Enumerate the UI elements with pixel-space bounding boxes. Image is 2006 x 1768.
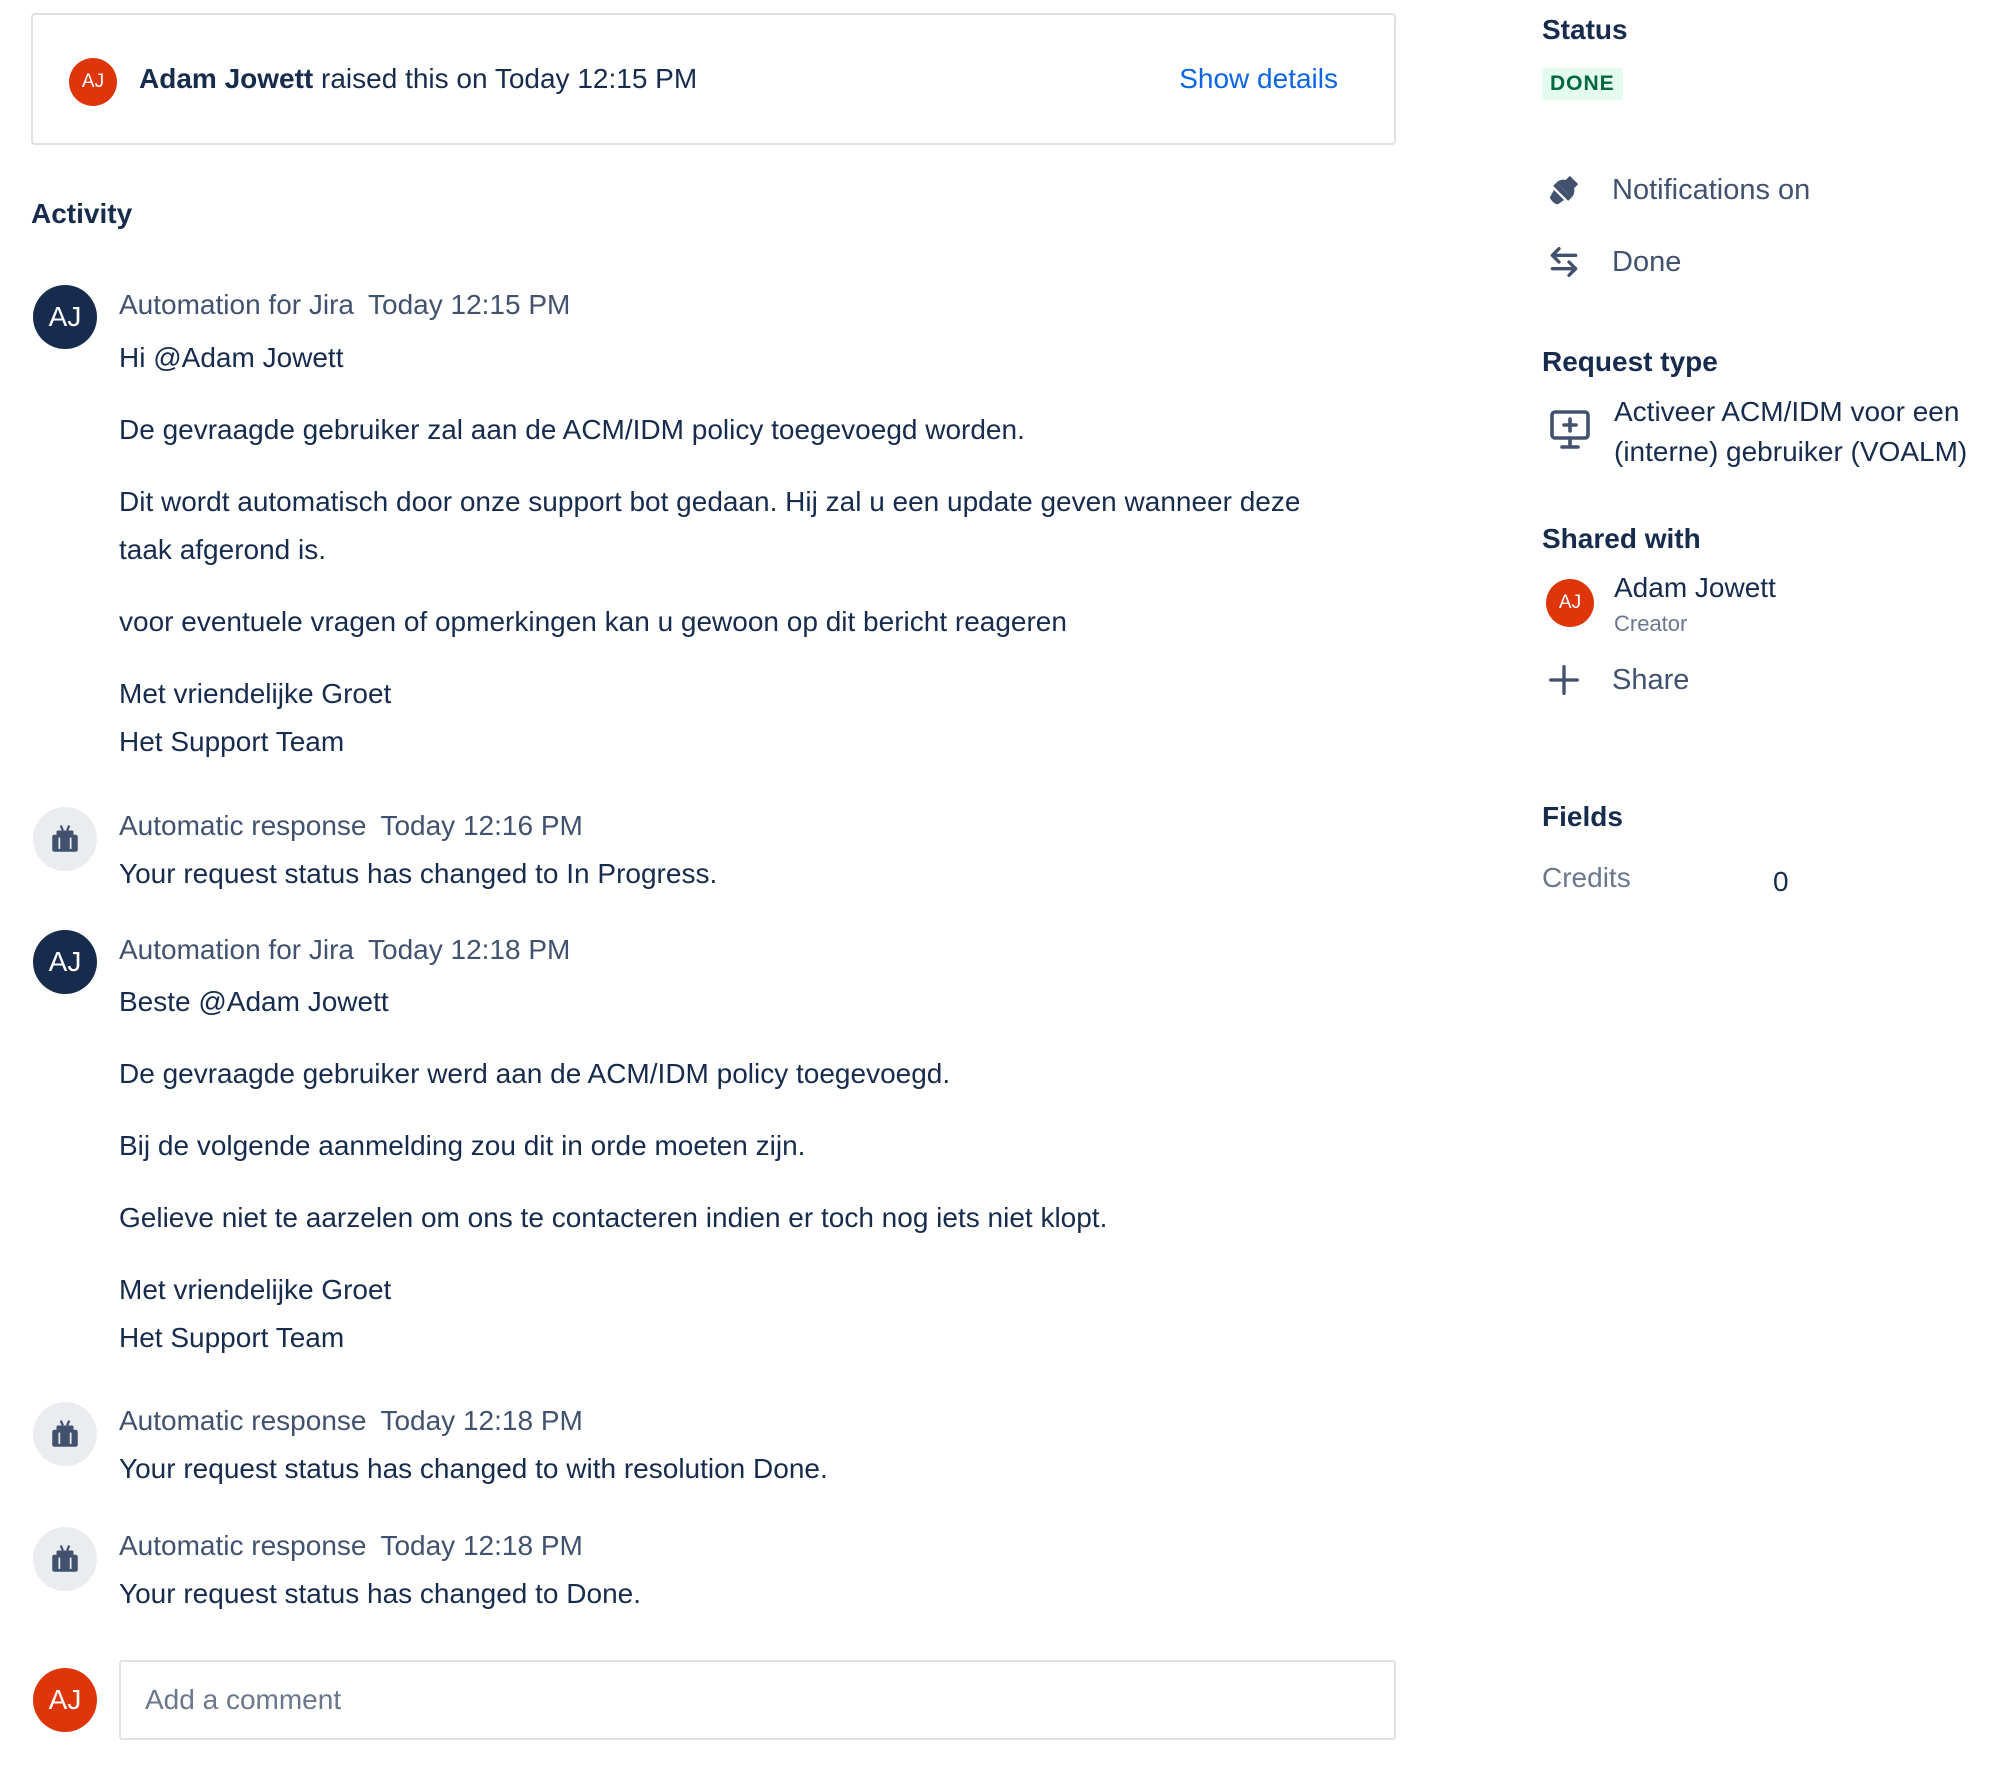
shared-user-role: Creator bbox=[1614, 611, 1688, 636]
entry-paragraph: Gelieve niet te aarzelen om ons te contacteren indien er toch nog iets niet klopt. bbox=[119, 1202, 1108, 1233]
raised-by-text bbox=[139, 61, 697, 97]
show-details-link[interactable]: Show details bbox=[1179, 63, 1338, 94]
avatar: AJ bbox=[33, 930, 97, 994]
activity-entry-header bbox=[119, 287, 570, 323]
robot-icon bbox=[48, 1542, 82, 1576]
activity-entry-body bbox=[119, 334, 1359, 766]
entry-paragraph: voor eventuele vragen of opmerkingen kan u gewoon op dit bericht reageren bbox=[119, 606, 1067, 637]
entry-paragraph: Hi @Adam Jowett bbox=[119, 342, 344, 373]
entry-paragraph: Dit wordt automatisch door onze support bot gedaan. Hij zal u een update geven wanneer deze taak afgerond is. bbox=[119, 486, 1301, 565]
transition-button[interactable] bbox=[1542, 238, 1681, 286]
shared-user-name: Adam Jowett bbox=[1614, 572, 1776, 603]
entry-author[interactable]: Automation for Jira bbox=[119, 289, 354, 320]
avatar: AJ bbox=[33, 285, 97, 349]
field-value: 0 bbox=[1773, 866, 1789, 897]
entry-author[interactable]: Automation for Jira bbox=[119, 934, 354, 965]
activity-entry-header bbox=[119, 932, 570, 968]
activity-entry-body bbox=[119, 978, 1359, 1362]
plus-icon bbox=[1542, 658, 1586, 702]
avatar: AJ bbox=[1546, 579, 1594, 627]
entry-paragraph: Your request status has changed to Done. bbox=[119, 1578, 641, 1609]
notifications-label: Notifications on bbox=[1612, 173, 1811, 206]
entry-time: Today 12:18 PM bbox=[368, 934, 571, 965]
entry-time: Today 12:18 PM bbox=[380, 1405, 583, 1436]
bell-icon bbox=[1542, 168, 1586, 212]
field-name: Credits bbox=[1542, 862, 1631, 893]
notifications-toggle[interactable] bbox=[1542, 166, 1810, 214]
entry-paragraph: Bij de volgende aanmelding zou dit in orde moeten zijn. bbox=[119, 1130, 806, 1161]
entry-paragraph: Your request status has changed to In Progress. bbox=[119, 858, 718, 889]
entry-time: Today 12:15 PM bbox=[368, 289, 571, 320]
raised-on-text: raised this on Today 12:15 PM bbox=[313, 63, 698, 94]
transition-arrows-icon bbox=[1542, 240, 1586, 284]
entry-author[interactable]: Automatic response bbox=[119, 1530, 367, 1561]
shared-with-label: Shared with bbox=[1542, 523, 1701, 554]
entry-paragraph: Your request status has changed to with resolution Done. bbox=[119, 1453, 828, 1484]
status-badge: DONE bbox=[1542, 68, 1623, 100]
activity-entry-header bbox=[119, 1528, 583, 1564]
avatar: AJ bbox=[69, 58, 117, 106]
entry-paragraph: Met vriendelijke Groet bbox=[119, 678, 392, 709]
entry-paragraph: Het Support Team bbox=[119, 1322, 345, 1353]
entry-author[interactable]: Automatic response bbox=[119, 1405, 367, 1436]
entry-paragraph: Met vriendelijke Groet bbox=[119, 1274, 392, 1305]
raiser-name: Adam Jowett bbox=[139, 63, 314, 94]
request-type-value: Activeer ACM/IDM voor een (interne) gebruiker (VOALM) bbox=[1614, 396, 1968, 467]
activity-entry-body bbox=[119, 1570, 1359, 1618]
activity-entry-header bbox=[119, 808, 583, 844]
fields-label: Fields bbox=[1542, 801, 1623, 832]
status-label: Status bbox=[1542, 14, 1628, 45]
activity-entry-header bbox=[119, 1403, 583, 1439]
entry-author[interactable]: Automatic response bbox=[119, 810, 367, 841]
robot-avatar bbox=[33, 1402, 97, 1466]
monitor-add-icon bbox=[1546, 406, 1594, 454]
entry-paragraph: De gevraagde gebruiker werd aan de ACM/IDM policy toegevoegd. bbox=[119, 1058, 951, 1089]
request-summary-box bbox=[31, 13, 1396, 145]
entry-paragraph: Beste @Adam Jowett bbox=[119, 986, 389, 1017]
robot-avatar bbox=[33, 1527, 97, 1591]
avatar: AJ bbox=[33, 1668, 97, 1732]
share-button[interactable] bbox=[1542, 656, 1689, 704]
robot-icon bbox=[48, 822, 82, 856]
comment-input[interactable] bbox=[119, 1660, 1396, 1740]
entry-paragraph: De gevraagde gebruiker zal aan de ACM/IDM policy toegevoegd worden. bbox=[119, 414, 1025, 445]
entry-time: Today 12:18 PM bbox=[380, 1530, 583, 1561]
share-label: Share bbox=[1612, 663, 1690, 696]
entry-time: Today 12:16 PM bbox=[380, 810, 583, 841]
activity-entry-body bbox=[119, 1445, 1359, 1493]
robot-icon bbox=[48, 1417, 82, 1451]
transition-label: Done bbox=[1612, 245, 1682, 278]
robot-avatar bbox=[33, 807, 97, 871]
activity-heading: Activity bbox=[31, 198, 133, 229]
entry-paragraph: Het Support Team bbox=[119, 726, 345, 757]
request-type-label: Request type bbox=[1542, 346, 1718, 377]
activity-entry-body bbox=[119, 850, 1359, 898]
